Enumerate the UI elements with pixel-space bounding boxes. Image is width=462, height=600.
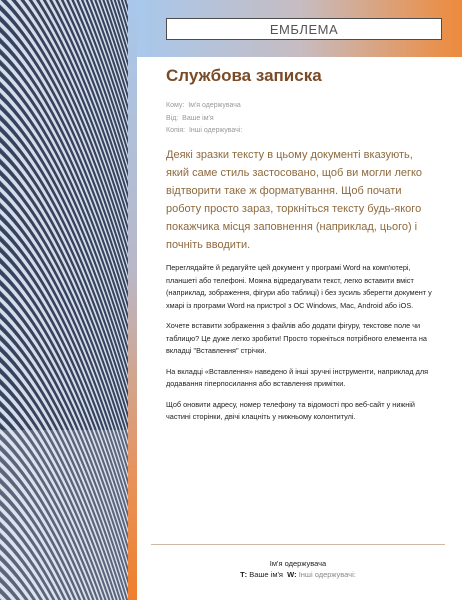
memo-header-fields [166, 100, 242, 138]
footer-from-letter: Т: [240, 570, 248, 579]
logo-placeholder[interactable] [166, 18, 442, 40]
body-paragraph[interactable]: Хочете вставити зображення з файлів або додати фігуру, текстове поле чи таблицю? Це дуже легко зробити! Просто торкніться потрібного елемента на вкладці "Вставлення" стрічки. [166, 321, 427, 355]
footer-cc-value[interactable]: Інші одержувачі: [298, 570, 356, 579]
accent-gradient-bar [128, 0, 137, 600]
from-line[interactable] [166, 113, 242, 126]
body-text [166, 262, 434, 432]
body-paragraph[interactable]: На вкладці «Вставлення» наведено й інші зручні інструменти, наприклад для додавання гіперпосилання або вставлення примітки. [166, 366, 429, 388]
cover-photo-snow-ridges [0, 0, 128, 600]
cc-label: Копія: [166, 127, 186, 134]
from-value[interactable]: Ваше ім'я [182, 114, 214, 122]
body-paragraph[interactable]: Щоб оновити адресу, номер телефону та відомості про веб-сайт у нижній частині сторінки, двічі клацніть у нижньому колонтитулі. [166, 399, 415, 421]
from-label: Від: [166, 114, 179, 122]
footer-divider [151, 544, 445, 545]
intro-paragraph[interactable]: Деякі зразки тексту в цьому документі вказують, який саме стиль застосовано, щоб ви могли легко відтворити таке ж форматування. Щоб почати роботу просто зараз, торкніться тексту будь-якого покажчика місця заповнення (наприклад, цього) і почніть вводити. [166, 149, 423, 251]
footer-cc-letter: W: [287, 570, 297, 579]
to-label: Кому: [166, 102, 185, 109]
logo-text: ЕМБЛЕМА [269, 21, 339, 37]
body-paragraph[interactable]: Переглядайте й редагуйте цей документ у програмі Word на комп'ютері, планшеті або телефоні. Можна відредагувати текст, легко вставити вміст (наприклад, зображення, фігури або таблиці) і без зусиль зберегти документ у хмарі із програми Word на пристрої з ОС Windows, Mac, Android або iOS. [166, 263, 432, 310]
cc-line[interactable] [166, 125, 242, 138]
footer-recipient[interactable]: Ім'я одержувача [269, 559, 327, 568]
document-title[interactable]: Службова записка [166, 66, 322, 85]
cc-value[interactable]: Інші одержувачі: [188, 127, 243, 134]
footer-contact-line[interactable] [151, 569, 445, 580]
footer[interactable] [151, 558, 445, 580]
footer-from-value[interactable]: Ваше ім'я [249, 570, 283, 579]
to-value[interactable]: Ім'я одержувача [188, 102, 241, 109]
to-line[interactable] [166, 100, 242, 113]
